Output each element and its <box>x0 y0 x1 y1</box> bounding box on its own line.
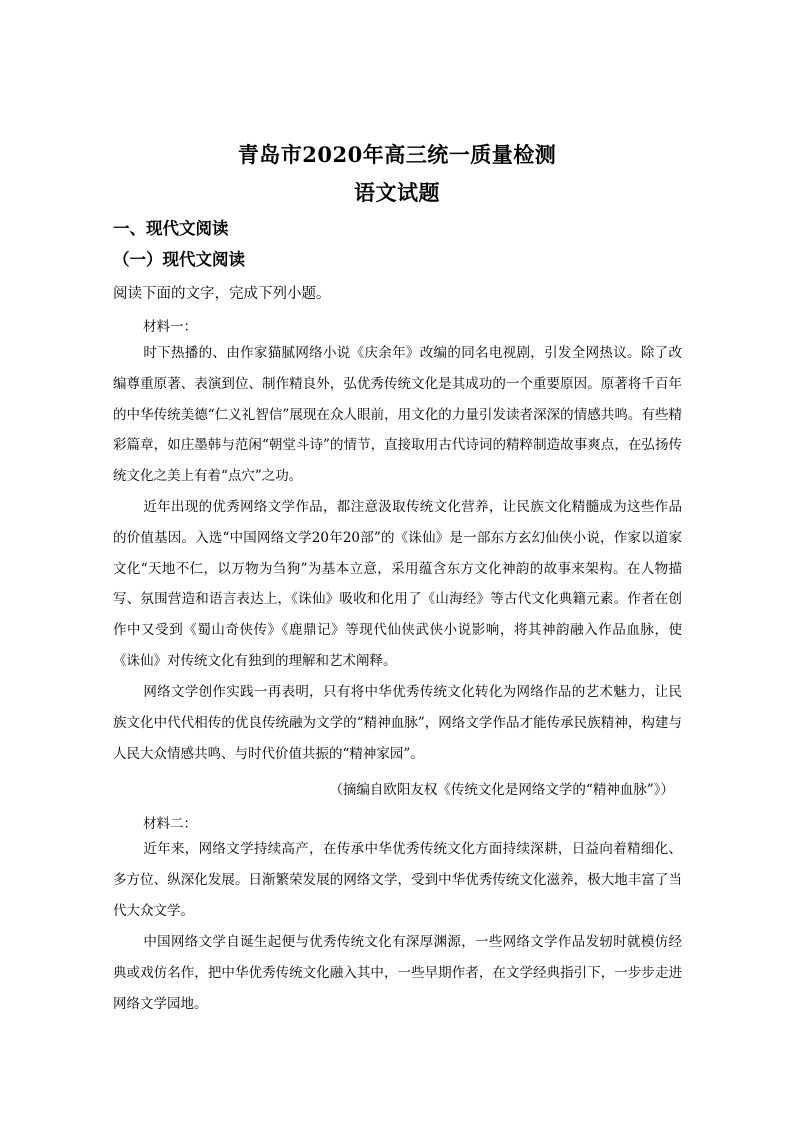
instruction-text: 阅读下面的文字，完成下列小题。 <box>113 286 331 302</box>
material-one-paragraph: 近年出现的优秀网络文学作品，都注意汲取传统文化营养，让民族文化精髓成为这些作品的价值基因。入选“中国网络文学20年20部”的《诛仙》是一部东方玄幻仙侠小说，作家以道家文化“天地不仁，以万物为刍狗”为基本立意，采用蕴含东方文化神韵的故事来架构。在人物描写、氛围营造和语言表达上，《诛仙》吸收和化用了《山海经》等古代文化典籍元素。作者在创作中又受到《蜀山奇侠传》《鹿鼎记》等现代仙侠武侠小说影响，将其神韵融入作品血脉，使《诛仙》对传统文化有独到的理解和艺术阐释。 <box>113 499 682 669</box>
material-two-paragraph: 中国网络文学自诞生起便与优秀传统文化有深厚渊源，一些网络文学作品发轫时就模仿经典或戏仿名作，把中华优秀传统文化融入其中，一些早期作者，在文学经典指引下，一步步走进网络文学园地。 <box>113 934 682 1012</box>
section-heading: 一、现代文阅读 <box>113 219 229 238</box>
material-two-paragraph: 近年来，网络文学持续高产，在传承中华优秀传统文化方面持续深耕，日益向着精细化、多方位、纵深化发展。日渐繁荣发展的网络文学，受到中华优秀传统文化滋养，极大地丰富了当代大众文学。 <box>113 841 682 919</box>
material-one-paragraph: 时下热播的、由作家猫腻网络小说《庆余年》改编的同名电视剧，引发全网热议。除了改编尊重原著、表演到位、制作精良外，弘优秀传统文化是其成功的一个重要原因。原著将千百年的中华传统美德“仁义礼智信”展现在众人眼前，用文化的力量引发读者深深的情感共鸣。有些精彩篇章，如庄墨韩与范闲“朝堂斗诗”的情节，直接取用古代诗词的精粹制造故事爽点，在弘扬传统文化之美上有着“点穴”之功。 <box>113 345 682 485</box>
material-one-paragraph: 网络文学创作实践一再表明，只有将中华优秀传统文化转化为网络作品的艺术魅力，让民族文化中代代相传的优良传统融为文学的“精神血脉”，网络文学作品才能传承民族精神，构建与人民大众情感共鸣、与时代价值共振的“精神家园”。 <box>113 684 682 762</box>
material-one-source: （摘编自欧阳友权《传统文化是网络文学的“精神血脉”》） <box>329 782 674 798</box>
document-title: 青岛市2020年高三统一质量检测 <box>237 142 557 167</box>
document-subtitle: 语文试题 <box>354 180 440 205</box>
material-one-label: 材料一： <box>143 319 197 335</box>
subsection-heading: （一）现代文阅读 <box>113 250 245 269</box>
material-two-label: 材料二： <box>143 816 197 832</box>
